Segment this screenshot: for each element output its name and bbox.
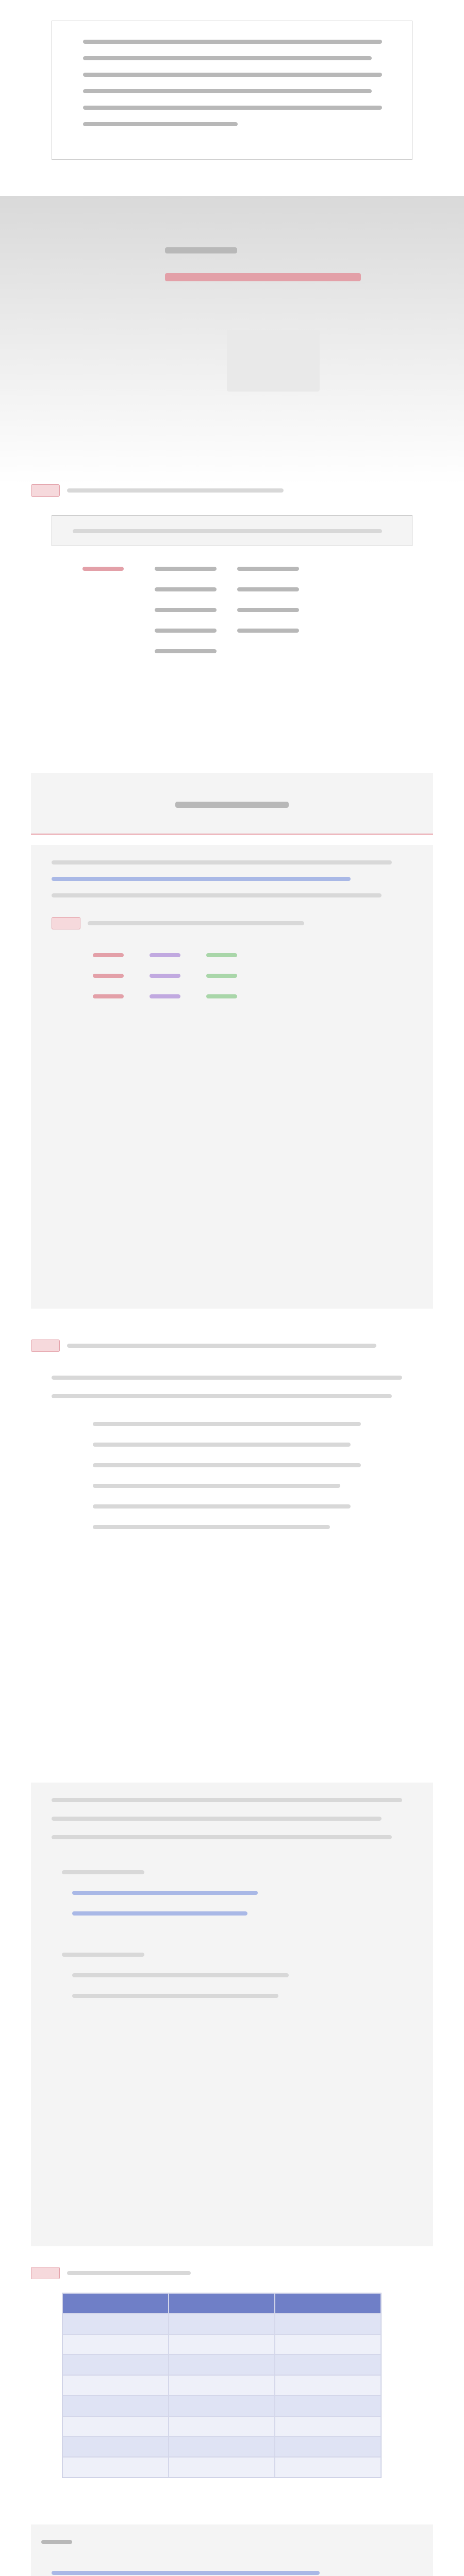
task-text bbox=[67, 488, 284, 493]
section-divider bbox=[31, 773, 433, 835]
banner-heading-large bbox=[165, 273, 361, 281]
task-block bbox=[31, 484, 433, 752]
text-block bbox=[31, 1783, 433, 2246]
summary-table bbox=[62, 2293, 382, 2478]
table-section bbox=[31, 2267, 433, 2504]
section-heading bbox=[175, 802, 289, 808]
intro-frame bbox=[52, 21, 412, 160]
question-block bbox=[31, 1340, 433, 1772]
text-block bbox=[31, 845, 433, 1309]
section-rule bbox=[31, 834, 433, 835]
note-box bbox=[52, 515, 412, 546]
banner-illustration bbox=[227, 330, 320, 392]
banner bbox=[31, 216, 433, 433]
task-tag bbox=[31, 484, 60, 497]
intro-panel bbox=[31, 10, 433, 170]
banner-heading-small bbox=[165, 247, 237, 253]
exercise-block bbox=[31, 2524, 433, 2576]
